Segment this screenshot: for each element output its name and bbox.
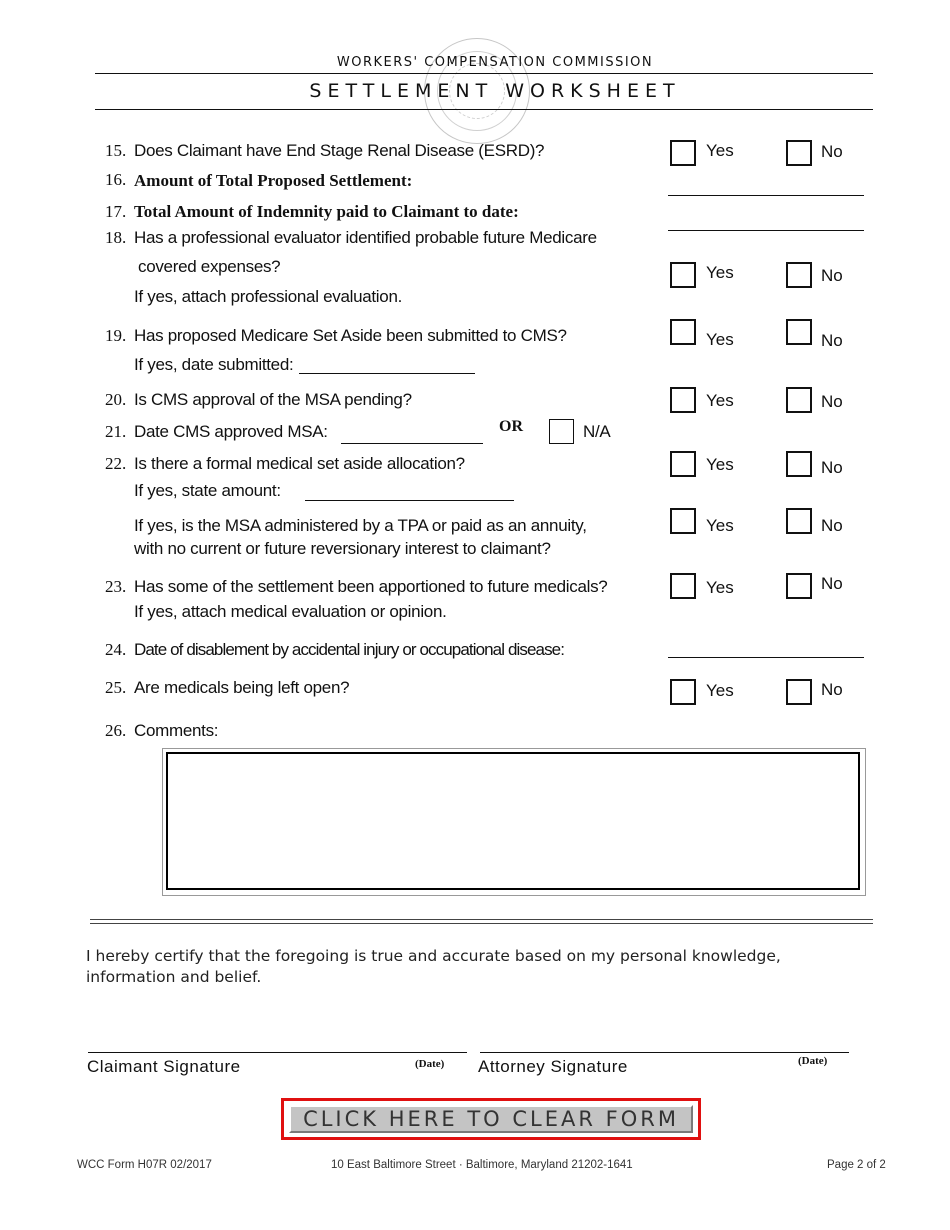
q15-no-label: No xyxy=(821,142,843,161)
q23-yes-checkbox[interactable] xyxy=(670,573,696,599)
q17-number: 17. xyxy=(105,202,127,221)
q25-yes-label: Yes xyxy=(706,681,734,700)
q19-no-checkbox[interactable] xyxy=(786,319,812,345)
q22-no-label: No xyxy=(821,458,843,477)
q19-yes-checkbox[interactable] xyxy=(670,319,696,345)
q23-no-label: No xyxy=(821,574,843,593)
q21-date-approved-field[interactable] xyxy=(341,443,483,444)
q18-note: If yes, attach professional evaluation. xyxy=(134,287,403,306)
q18-no-label: No xyxy=(821,266,843,285)
footer-page-number: Page 2 of 2 xyxy=(827,1159,886,1171)
q19-yes-label: Yes xyxy=(706,330,734,349)
q26-number: 26. xyxy=(105,721,127,740)
attorney-signature-label: Attorney Signature xyxy=(478,1057,628,1076)
q21-number: 21. xyxy=(105,422,127,441)
certification-statement: I hereby certify that the foregoing is true and accurate based on my personal knowledge, information and belief. xyxy=(86,947,781,986)
q15-yes-label: Yes xyxy=(706,141,734,160)
q24-text: Date of disablement by accidental injury or occupational disease: xyxy=(134,640,565,659)
claimant-date-label: (Date) xyxy=(415,1058,445,1070)
q23-yes-label: Yes xyxy=(706,578,734,597)
q15-yes-checkbox[interactable] xyxy=(670,140,696,166)
q23-text: Has some of the settlement been apportioned to future medicals? xyxy=(134,577,608,596)
q25-text: Are medicals being left open? xyxy=(134,678,350,697)
q15-no-checkbox[interactable] xyxy=(786,140,812,166)
q26-text: Comments: xyxy=(134,721,219,740)
q25-number: 25. xyxy=(105,678,127,697)
q22-text: Is there a formal medical set aside allocation? xyxy=(134,454,465,473)
q25-yes-checkbox[interactable] xyxy=(670,679,696,705)
q20-yes-checkbox[interactable] xyxy=(670,387,696,413)
header-rule-top xyxy=(95,73,873,74)
footer-address: 10 East Baltimore Street · Baltimore, Maryland 21202-1641 xyxy=(331,1159,633,1171)
q25-no-label: No xyxy=(821,680,843,699)
q22-amount-field[interactable] xyxy=(305,500,514,501)
q22-sub-yes-label: Yes xyxy=(706,516,734,535)
q19-no-label: No xyxy=(821,331,843,350)
q22-note: If yes, state amount: xyxy=(134,481,281,500)
q24-date-field[interactable] xyxy=(668,657,864,658)
q17-amount-field[interactable] xyxy=(668,230,864,231)
agency-name: WORKERS' COMPENSATION COMMISSION xyxy=(336,55,654,70)
claimant-signature-line[interactable] xyxy=(88,1052,467,1053)
attorney-signature-line[interactable] xyxy=(480,1052,849,1053)
clear-form-button[interactable] xyxy=(281,1098,701,1140)
q20-number: 20. xyxy=(105,390,127,409)
q19-date-submitted-field[interactable] xyxy=(299,373,475,374)
q23-number: 23. xyxy=(105,577,127,596)
q20-text: Is CMS approval of the MSA pending? xyxy=(134,390,412,409)
q22-yes-checkbox[interactable] xyxy=(670,451,696,477)
q20-yes-label: Yes xyxy=(706,391,734,410)
q25-no-checkbox[interactable] xyxy=(786,679,812,705)
attorney-date-label: (Date) xyxy=(798,1055,828,1067)
q23-no-checkbox[interactable] xyxy=(786,573,812,599)
q22-sub-text-continued: with no current or future reversionary interest to claimant? xyxy=(134,539,551,558)
comments-input[interactable] xyxy=(166,752,860,890)
q22-yes-label: Yes xyxy=(706,455,734,474)
q22-sub-no-checkbox[interactable] xyxy=(786,508,812,534)
q16-amount-field[interactable] xyxy=(668,195,864,196)
q18-text-continued: covered expenses? xyxy=(138,257,281,276)
q20-no-label: No xyxy=(821,392,843,411)
q20-no-checkbox[interactable] xyxy=(786,387,812,413)
q15-number: 15. xyxy=(105,141,127,160)
page-title: SETTLEMENT WORKSHEET xyxy=(309,80,681,102)
q16-text: Amount of Total Proposed Settlement: xyxy=(134,171,413,190)
claimant-signature-label: Claimant Signature xyxy=(87,1057,241,1076)
q18-yes-label: Yes xyxy=(706,263,734,282)
q18-no-checkbox[interactable] xyxy=(786,262,812,288)
q19-number: 19. xyxy=(105,326,127,345)
q17-text: Total Amount of Indemnity paid to Claimant to date: xyxy=(134,202,519,221)
q18-text: Has a professional evaluator identified probable future Medicare xyxy=(134,228,597,247)
q24-number: 24. xyxy=(105,640,127,659)
q21-or-label: OR xyxy=(499,418,523,435)
q21-na-label: N/A xyxy=(583,422,611,441)
q22-sub-no-label: No xyxy=(821,516,843,535)
q22-no-checkbox[interactable] xyxy=(786,451,812,477)
q16-number: 16. xyxy=(105,170,127,189)
q21-text: Date CMS approved MSA: xyxy=(134,422,328,441)
q22-sub-text: If yes, is the MSA administered by a TPA or paid as an annuity, xyxy=(134,516,587,535)
q22-sub-yes-checkbox[interactable] xyxy=(670,508,696,534)
q22-number: 22. xyxy=(105,454,127,473)
q18-yes-checkbox[interactable] xyxy=(670,262,696,288)
q19-text: Has proposed Medicare Set Aside been submitted to CMS? xyxy=(134,326,567,345)
comments-box-frame xyxy=(162,748,866,896)
q19-note: If yes, date submitted: xyxy=(134,355,294,374)
section-divider xyxy=(90,919,873,924)
q18-number: 18. xyxy=(105,228,127,247)
clear-form-button-label: CLICK HERE TO CLEAR FORM xyxy=(289,1105,693,1133)
q21-na-checkbox[interactable] xyxy=(549,419,574,444)
header-rule-bottom xyxy=(95,109,873,110)
q23-note: If yes, attach medical evaluation or opinion. xyxy=(134,602,447,621)
footer-form-id: WCC Form H07R 02/2017 xyxy=(77,1159,212,1171)
q15-text: Does Claimant have End Stage Renal Disease (ESRD)? xyxy=(134,141,545,160)
